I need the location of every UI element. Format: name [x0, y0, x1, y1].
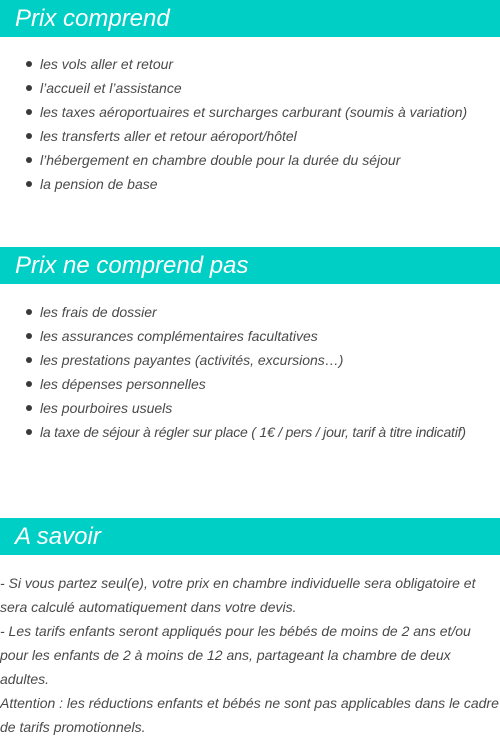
list-item-text: les taxes aéroportuaires et surcharges carburant (soumis à variation)	[40, 104, 468, 120]
bullet-icon	[26, 429, 32, 435]
list-item-text: l’accueil et l’assistance	[40, 80, 182, 96]
list-item-text: les pourboires usuels	[40, 400, 173, 416]
list-item	[0, 300, 500, 324]
bullet-icon	[26, 181, 32, 187]
list-item	[0, 52, 500, 76]
bullet-icon	[26, 357, 32, 363]
list-item-text: les prestations payantes (activités, excursions…)	[40, 352, 344, 368]
list-item	[0, 100, 500, 124]
section-header-prix-ne-comprend-pas: Prix ne comprend pas	[0, 247, 500, 284]
list-item	[0, 396, 500, 420]
a-savoir-paragraph: Attention : les réductions enfants et bébés ne sont pas applicables dans le cadre de tarifs promotionnels.	[0, 695, 499, 735]
prix-comprend-list	[0, 52, 500, 196]
bullet-icon	[26, 133, 32, 139]
section-header-prix-comprend: Prix comprend	[0, 0, 500, 37]
bullet-icon	[26, 309, 32, 315]
list-item	[0, 148, 500, 172]
bullet-icon	[26, 381, 32, 387]
list-item-text: les dépenses personnelles	[40, 376, 206, 392]
bullet-icon	[26, 61, 32, 67]
list-item	[0, 348, 500, 372]
list-item	[0, 420, 500, 444]
prix-ne-comprend-pas-list	[0, 300, 500, 444]
list-item-text: les vols aller et retour	[40, 56, 174, 72]
list-item	[0, 372, 500, 396]
list-item-text: l’hébergement en chambre double pour la durée du séjour	[40, 152, 401, 168]
section-header-a-savoir: A savoir	[0, 518, 500, 555]
bullet-icon	[26, 405, 32, 411]
list-item	[0, 124, 500, 148]
list-item	[0, 172, 500, 196]
bullet-icon	[26, 333, 32, 339]
list-item-text: les frais de dossier	[40, 304, 157, 320]
bullet-icon	[26, 109, 32, 115]
list-item-text: la taxe de séjour à régler sur place ( 1€ / pers / jour, tarif à titre indicatif)	[40, 424, 466, 440]
list-item-text: la pension de base	[40, 176, 158, 192]
bullet-icon	[26, 157, 32, 163]
list-item-text: les transferts aller et retour aéroport/hôtel	[40, 128, 297, 144]
a-savoir-paragraph: - Si vous partez seul(e), votre prix en chambre individuelle sera obligatoire et sera calculé automatiquement dans votre devis.	[0, 575, 476, 615]
bullet-icon	[26, 85, 32, 91]
list-item	[0, 76, 500, 100]
a-savoir-paragraph: - Les tarifs enfants seront appliqués pour les bébés de moins de 2 ans et/ou pour les enfants de 2 à moins de 12 ans, partageant la chambre de deux adultes.	[0, 623, 471, 687]
a-savoir-text	[0, 571, 500, 739]
list-item	[0, 324, 500, 348]
list-item-text: les assurances complémentaires facultatives	[40, 328, 318, 344]
